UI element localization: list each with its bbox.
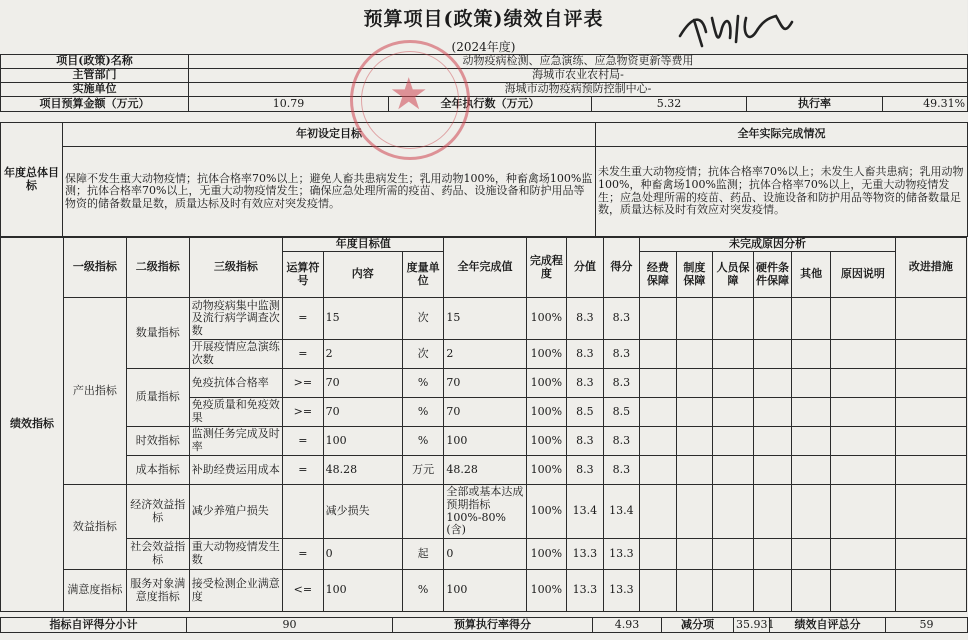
- row-value: 8.3: [567, 456, 604, 485]
- total-label: 绩效自评总分: [770, 618, 886, 633]
- row-content: 48.28: [323, 456, 402, 485]
- row-value: 8.3: [567, 369, 604, 398]
- header-completion: 完成程度: [526, 238, 567, 298]
- level2-timeliness: 时效指标: [126, 427, 189, 456]
- row-content: 70: [323, 398, 402, 427]
- row-content: 0: [323, 539, 402, 570]
- row-score: 13.3: [603, 539, 640, 570]
- project-info-table: [0, 54, 968, 112]
- exec-score-label: 预算执行率得分: [393, 618, 593, 633]
- row-op: [283, 485, 324, 539]
- deduct-label: 减分项: [662, 618, 734, 633]
- actual-goal-text: 未发生重大动物疫情；抗体合格率70%以上；未发生人畜共患病；乳用动物100%，种畜禽场100%监测；抗体合格率70%以上，无重大动物疫情发生；应急处理所需的疫苗、药品、设施设备和防护用品等物资的储备数量足数，质量达标及时有效应对突发疫情。: [596, 147, 968, 237]
- annual-goal-label: 年度总体目标: [1, 123, 63, 237]
- row-completion: 100%: [526, 340, 567, 369]
- subtotal-label: 指标自评得分小计: [1, 618, 187, 633]
- row-unit: [402, 485, 444, 539]
- level2-cost: 成本指标: [126, 456, 189, 485]
- row-name: 免疫抗体合格率: [189, 369, 282, 398]
- header-reason-staff: 人员保障: [713, 252, 754, 298]
- row-name: 免疫质量和免疫效果: [189, 398, 282, 427]
- row-score: 8.3: [603, 340, 640, 369]
- row-unit: %: [402, 369, 444, 398]
- table-row: [1, 485, 967, 539]
- header-actual: 全年完成值: [444, 238, 526, 298]
- header-score-value: 分值: [567, 238, 604, 298]
- row-completion: 100%: [526, 369, 567, 398]
- row-op: =: [283, 427, 324, 456]
- header-improve: 改进措施: [895, 238, 966, 298]
- exec-label: 全年执行数（万元）: [389, 97, 592, 112]
- level1-satisfaction: 满意度指标: [63, 570, 126, 612]
- row-unit: %: [402, 570, 444, 612]
- header-level3: 三级指标: [189, 238, 282, 298]
- header-reason-system: 制度保障: [676, 252, 713, 298]
- page-title: 预算项目(政策)绩效自评表: [363, 8, 604, 30]
- goals-table: [0, 122, 968, 237]
- row-op: >=: [283, 369, 324, 398]
- level2-social: 社会效益指标: [126, 539, 189, 570]
- rate-label: 执行率: [747, 97, 883, 112]
- row-value: 13.3: [567, 539, 604, 570]
- perf-indicators-label: 绩效指标: [1, 238, 64, 612]
- row-content: 100: [323, 427, 402, 456]
- row-completion: 100%: [526, 456, 567, 485]
- row-completion: 100%: [526, 539, 567, 570]
- row-name: 重大动物疫情发生数: [189, 539, 282, 570]
- budget-value: 10.79: [189, 97, 389, 112]
- row-unit: %: [402, 427, 444, 456]
- row-value: 13.3: [567, 570, 604, 612]
- row-content: 100: [323, 570, 402, 612]
- subtotal-value: 90: [187, 618, 393, 633]
- row-op: =: [283, 456, 324, 485]
- table-row: [1, 369, 967, 398]
- initial-goal-header: 年初设定目标: [63, 123, 596, 147]
- level1-benefit: 效益指标: [63, 485, 126, 570]
- exec-score-value: 4.93: [593, 618, 662, 633]
- row-actual: 15: [444, 298, 526, 340]
- header-reason-hardware: 硬件条件保障: [753, 252, 792, 298]
- row-name: 开展疫情应急演练次数: [189, 340, 282, 369]
- header-score: 得分: [603, 238, 640, 298]
- level2-quantity: 数量指标: [126, 298, 189, 369]
- handwritten-signature: [672, 6, 802, 54]
- row-actual: 100: [444, 570, 526, 612]
- table-row: [1, 570, 967, 612]
- level2-quality: 质量指标: [126, 369, 189, 427]
- row-content: 减少损失: [323, 485, 402, 539]
- indicators-table: [0, 237, 967, 612]
- table-row: [1, 298, 967, 340]
- total-value: 59: [886, 618, 968, 633]
- footer-table: [0, 617, 968, 633]
- header-reason-desc: 原因说明: [830, 252, 895, 298]
- page-subtitle: (2024年度): [451, 40, 516, 54]
- official-seal: [350, 40, 470, 160]
- budget-label: 项目预算金额（万元）: [1, 97, 189, 112]
- seal-star-icon: ★: [389, 69, 429, 120]
- row-content: 70: [323, 369, 402, 398]
- row-value: 8.3: [567, 427, 604, 456]
- table-row: [1, 539, 967, 570]
- project-name-value: 动物疫病检测、应急演练、应急物资更新等费用: [189, 55, 968, 69]
- dept-value: 海城市农业农村局-: [189, 69, 968, 83]
- exec-value: 5.32: [592, 97, 747, 112]
- row-value: 8.3: [567, 340, 604, 369]
- header-level2: 二级指标: [126, 238, 189, 298]
- row-actual: 2: [444, 340, 526, 369]
- row-value: 8.3: [567, 298, 604, 340]
- row-completion: 100%: [526, 570, 567, 612]
- header-annual-target: 年度目标值: [283, 238, 444, 252]
- row-op: >=: [283, 398, 324, 427]
- row-completion: 100%: [526, 485, 567, 539]
- unit-value: 海城市动物疫病预防控制中心-: [189, 83, 968, 97]
- header-level1: 一级指标: [63, 238, 126, 298]
- header-operator: 运算符号: [283, 252, 324, 298]
- header-content: 内容: [323, 252, 402, 298]
- row-actual: 48.28: [444, 456, 526, 485]
- table-row: [1, 427, 967, 456]
- unit-label: 实施单位: [1, 83, 189, 97]
- row-content: 15: [323, 298, 402, 340]
- row-value: 8.5: [567, 398, 604, 427]
- initial-goal-text: 保障不发生重大动物疫情；抗体合格率70%以上；避免人畜共患病发生；乳用动物100%，种畜禽场100%监测；抗体合格率70%以上，无重大动物疫情发生；确保应急处理所需的疫苗、药品、设施设备和防护用品等物资的储备数量足数，质量达标及时有效应对突发疫情。: [63, 147, 596, 237]
- dept-label: 主管部门: [1, 69, 189, 83]
- level2-economic: 经济效益指标: [126, 485, 189, 539]
- row-name: 接受检测企业满意度: [189, 570, 282, 612]
- row-actual: 70: [444, 398, 526, 427]
- row-score: 13.4: [603, 485, 640, 539]
- row-score: 8.3: [603, 298, 640, 340]
- row-name: 监测任务完成及时率: [189, 427, 282, 456]
- deduct-value: 35.931: [734, 618, 770, 633]
- row-unit: 次: [402, 340, 444, 369]
- actual-goal-header: 全年实际完成情况: [596, 123, 968, 147]
- row-op: =: [283, 298, 324, 340]
- row-op: =: [283, 340, 324, 369]
- row-score: 8.3: [603, 456, 640, 485]
- row-op: =: [283, 539, 324, 570]
- header-reason-econ: 经费保障: [640, 252, 677, 298]
- level1-output: 产出指标: [63, 298, 126, 485]
- row-completion: 100%: [526, 427, 567, 456]
- row-unit: 万元: [402, 456, 444, 485]
- row-score: 8.3: [603, 427, 640, 456]
- row-actual: 0: [444, 539, 526, 570]
- row-name: 补助经费运用成本: [189, 456, 282, 485]
- row-name: 减少养殖户损失: [189, 485, 282, 539]
- header-unit: 度量单位: [402, 252, 444, 298]
- row-completion: 100%: [526, 398, 567, 427]
- row-name: 动物疫病集中监测及流行病学调查次数: [189, 298, 282, 340]
- header-reason: 未完成原因分析: [640, 238, 896, 252]
- row-actual: 70: [444, 369, 526, 398]
- header-reason-other: 其他: [792, 252, 831, 298]
- level2-service: 服务对象满意度指标: [126, 570, 189, 612]
- row-content: 2: [323, 340, 402, 369]
- row-op: <=: [283, 570, 324, 612]
- table-row: [1, 456, 967, 485]
- row-actual: 全部或基本达成预期指标100%-80%(含): [444, 485, 526, 539]
- row-score: 8.3: [603, 369, 640, 398]
- row-completion: 100%: [526, 298, 567, 340]
- row-unit: %: [402, 398, 444, 427]
- project-name-label: 项目(政策)名称: [1, 55, 189, 69]
- row-unit: 次: [402, 298, 444, 340]
- rate-value: 49.31%: [883, 97, 968, 112]
- row-value: 13.4: [567, 485, 604, 539]
- row-score: 8.5: [603, 398, 640, 427]
- row-unit: 起: [402, 539, 444, 570]
- row-actual: 100: [444, 427, 526, 456]
- row-score: 13.3: [603, 570, 640, 612]
